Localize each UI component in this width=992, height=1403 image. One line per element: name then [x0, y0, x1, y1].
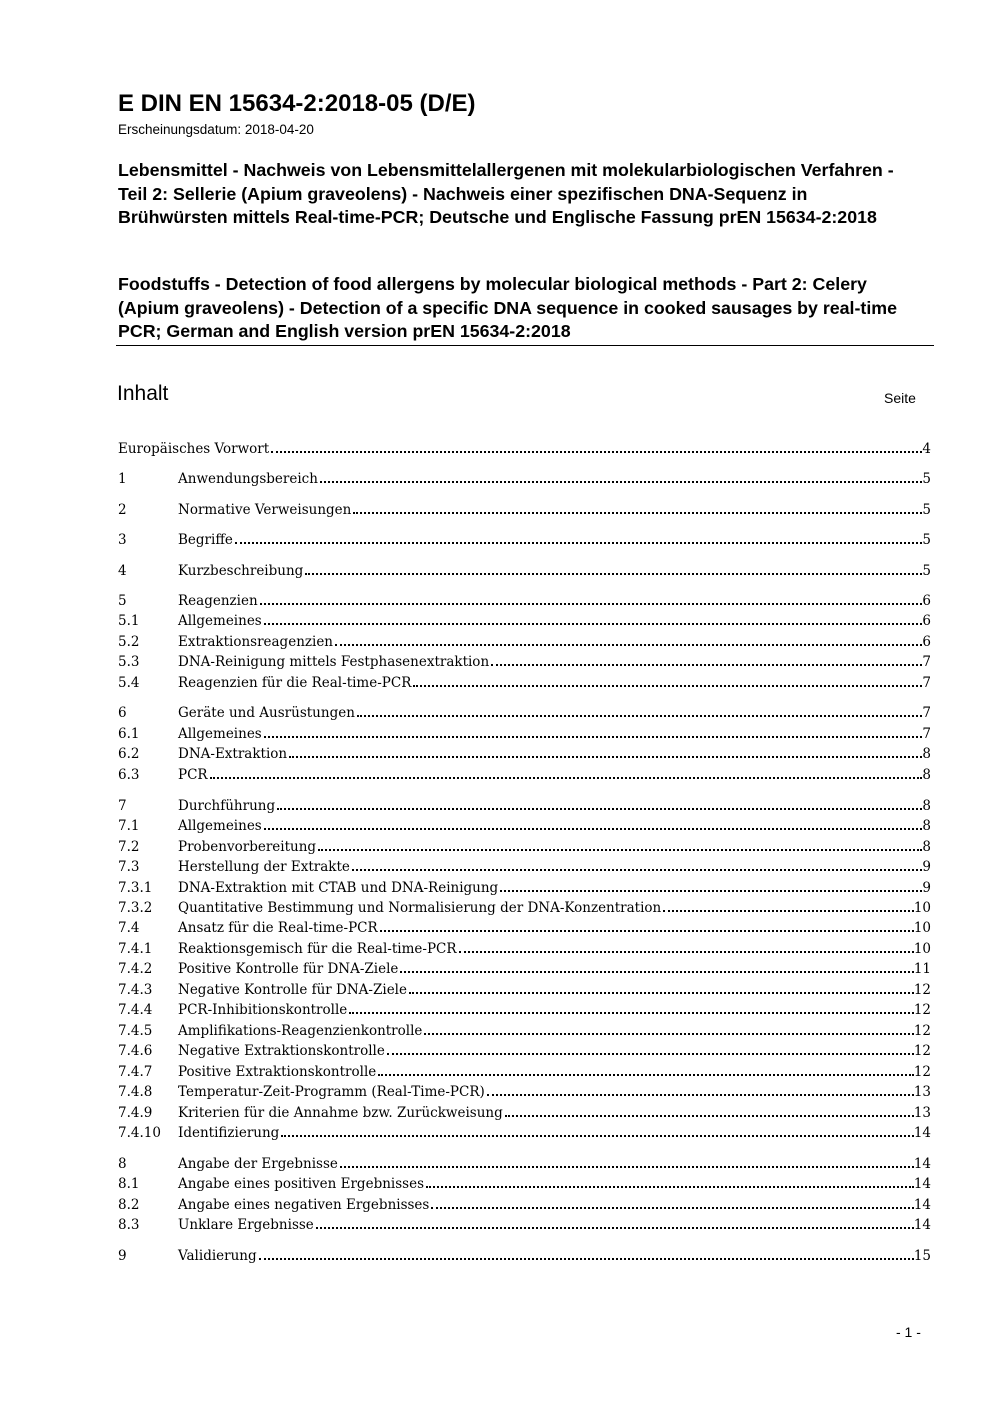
toc-entry-page: 12	[913, 1023, 931, 1039]
toc-entry-title: Kriterien für die Annahme bzw. Zurückweisung	[178, 1105, 503, 1121]
toc-entry-number: 7.1	[118, 818, 140, 834]
toc-entry[interactable]	[118, 920, 931, 940]
toc-entry-title: Reagenzien für die Real-time-PCR	[178, 675, 412, 691]
toc-entry-page: 14	[913, 1176, 931, 1192]
toc-entry-number: 8.1	[118, 1176, 140, 1192]
toc-entry-title: DNA-Extraktion mit CTAB und DNA-Reinigung	[178, 880, 499, 896]
toc-entry[interactable]	[118, 705, 931, 725]
toc-entry-page: 4	[922, 441, 931, 457]
toc-entry-page: 11	[913, 961, 931, 977]
toc-entry-title: Kurzbeschreibung	[178, 563, 304, 579]
toc-entry[interactable]	[118, 1043, 931, 1063]
toc-entry-page: 9	[922, 880, 931, 896]
toc-entry-number: 7.2	[118, 839, 140, 855]
toc-entry-number: 5	[118, 593, 127, 609]
toc-entry-page: 8	[922, 839, 931, 855]
toc-entry-page: 7	[922, 654, 931, 670]
toc-entry-number: 8	[118, 1156, 127, 1172]
toc-entry[interactable]	[118, 1002, 931, 1022]
document-id: E DIN EN 15634-2:2018-05 (D/E)	[118, 90, 476, 117]
toc-dot-leader	[459, 951, 914, 953]
toc-dot-leader	[357, 715, 923, 717]
toc-entry[interactable]	[118, 1023, 931, 1043]
toc-entry-number: 8.2	[118, 1197, 140, 1213]
toc-entry[interactable]	[118, 839, 931, 859]
toc-entry[interactable]	[118, 1197, 931, 1217]
toc-entry-title: PCR	[178, 767, 208, 783]
toc-entry-title: Allgemeines	[178, 726, 262, 742]
toc-entry-title: Europäisches Vorwort	[118, 441, 270, 457]
toc-entry-number: 6.2	[118, 746, 140, 762]
title-english: Foodstuffs - Detection of food allergens by molecular biological methods - Part 2: Celery (Apium graveolens) - Detection of a specific DNA sequence in cooked sausages by real-time PCR; German and English version prEN 15634-2:2018	[118, 274, 897, 341]
toc-entry-page: 8	[922, 818, 931, 834]
toc-entry-title: Temperatur-Zeit-Programm (Real-Time-PCR)	[178, 1084, 485, 1100]
toc-dot-leader	[413, 685, 922, 687]
toc-entry[interactable]	[118, 982, 931, 1002]
toc-entry-title: Durchführung	[178, 798, 276, 814]
toc-entry-page: 7	[922, 705, 931, 721]
toc-entry[interactable]	[118, 1156, 931, 1176]
toc-dot-leader	[281, 1135, 914, 1137]
toc-dot-leader	[320, 481, 922, 483]
toc-entry[interactable]	[118, 818, 931, 838]
toc-entry-page: 12	[913, 1043, 931, 1059]
toc-entry-title: Angabe eines negativen Ergebnisses	[178, 1197, 430, 1213]
toc-entry-page: 7	[922, 726, 931, 742]
toc-entry-page: 13	[913, 1105, 931, 1121]
toc-entry-page: 6	[922, 634, 931, 650]
toc-entry-number: 7.4.1	[118, 941, 153, 957]
toc-entry-title: Angabe der Ergebnisse	[178, 1156, 338, 1172]
toc-entry-title: PCR-Inhibitionskontrolle	[178, 1002, 348, 1018]
toc-entry-number: 6.1	[118, 726, 140, 742]
toc-dot-leader	[289, 756, 922, 758]
toc-entry[interactable]	[118, 502, 931, 522]
toc-entry-page: 12	[913, 1064, 931, 1080]
toc-dot-leader	[264, 623, 923, 625]
toc-entry-number: 6.3	[118, 767, 140, 783]
toc-dot-leader	[353, 512, 922, 514]
toc-entry-page: 8	[922, 767, 931, 783]
toc-dot-leader	[409, 992, 914, 994]
toc-entry-page: 15	[913, 1248, 931, 1264]
toc-entry-title: Allgemeines	[178, 613, 262, 629]
toc-entry[interactable]	[118, 1064, 931, 1084]
toc-entry-number: 7.3.1	[118, 880, 153, 896]
toc-entry[interactable]	[118, 1125, 931, 1145]
toc-entry-page: 13	[913, 1084, 931, 1100]
toc-entry-number: 7	[118, 798, 127, 814]
toc-dot-leader	[500, 890, 922, 892]
toc-entry-number: 8.3	[118, 1217, 140, 1233]
toc-dot-leader	[426, 1186, 914, 1188]
toc-entry-title: DNA-Extraktion	[178, 746, 288, 762]
toc-entry-title: Geräte und Ausrüstungen	[178, 705, 355, 721]
toc-entry-number: 7.4.4	[118, 1002, 153, 1018]
toc-entry[interactable]	[118, 654, 931, 674]
toc-entry-page: 6	[922, 613, 931, 629]
toc-entry[interactable]	[118, 1176, 931, 1196]
toc-entry-number: 7.4.3	[118, 982, 153, 998]
toc-dot-leader	[264, 736, 923, 738]
toc-entry-title: Ansatz für die Real-time-PCR	[178, 920, 378, 936]
issue-date: Erscheinungsdatum: 2018-04-20	[118, 122, 314, 137]
toc-entry-number: 5.1	[118, 613, 140, 629]
toc-entry-page: 5	[922, 471, 931, 487]
toc-entry-number: 9	[118, 1248, 127, 1264]
toc-entry-page: 14	[913, 1197, 931, 1213]
toc-entry-number: 5.3	[118, 654, 140, 670]
toc-dot-leader	[235, 542, 923, 544]
toc-entry-title: Reagenzien	[178, 593, 258, 609]
toc-entry[interactable]	[118, 941, 931, 961]
toc-entry-page: 10	[913, 920, 931, 936]
toc-entry-number: 1	[118, 471, 127, 487]
toc-entry[interactable]	[118, 471, 931, 491]
toc-entry[interactable]	[118, 1105, 931, 1125]
toc-dot-leader	[210, 777, 923, 779]
toc-entry-title: Reaktionsgemisch für die Real-time-PCR	[178, 941, 457, 957]
toc-entry-page: 9	[922, 859, 931, 875]
toc-entry[interactable]	[118, 880, 931, 900]
toc-entry[interactable]	[118, 634, 931, 654]
toc-entry-page: 10	[913, 941, 931, 957]
toc-entry-title: Unklare Ergebnisse	[178, 1217, 314, 1233]
toc-entry-title: Positive Kontrolle für DNA-Ziele	[178, 961, 399, 977]
toc-entry-number: 7.3	[118, 859, 140, 875]
toc-entry-number: 7.4.9	[118, 1105, 153, 1121]
toc-dot-leader	[378, 1074, 914, 1076]
toc-dot-leader	[335, 644, 922, 646]
toc-entry-title: Identifizierung	[178, 1125, 280, 1141]
toc-entry-number: 6	[118, 705, 127, 721]
toc-entry-number: 5.2	[118, 634, 140, 650]
toc-entry[interactable]	[118, 767, 931, 787]
toc-entry-title: DNA-Reinigung mittels Festphasenextraktion	[178, 654, 490, 670]
toc-entry-page: 14	[913, 1217, 931, 1233]
toc-entry-number: 7.4.8	[118, 1084, 153, 1100]
toc-entry-number: 7.4.6	[118, 1043, 153, 1059]
toc-dot-leader	[352, 869, 923, 871]
toc-dot-leader	[349, 1012, 914, 1014]
toc-entry[interactable]	[118, 441, 931, 461]
toc-entry-title: Begriffe	[178, 532, 233, 548]
toc-entry-number: 7.4.7	[118, 1064, 153, 1080]
toc-entry-title: Extraktionsreagenzien	[178, 634, 333, 650]
toc-entry-page: 12	[913, 982, 931, 998]
toc-entry-page: 14	[913, 1125, 931, 1141]
toc-entry[interactable]	[118, 675, 931, 695]
toc-entry-page: 6	[922, 593, 931, 609]
toc-entry-title: Quantitative Bestimmung und Normalisierung der DNA-Konzentration	[178, 900, 662, 916]
toc-dot-leader	[400, 971, 913, 973]
toc-dot-leader	[505, 1115, 914, 1117]
toc-entry-number: 7.4.2	[118, 961, 153, 977]
toc-dot-leader	[260, 603, 923, 605]
toc-entry-page: 14	[913, 1156, 931, 1172]
toc-entry-page: 5	[922, 532, 931, 548]
toc-entry-page: 10	[913, 900, 931, 916]
toc-entry-page: 8	[922, 798, 931, 814]
toc-entry-title: Negative Extraktionskontrolle	[178, 1043, 385, 1059]
toc-entry-page: 8	[922, 746, 931, 762]
toc-heading: Inhalt	[117, 382, 169, 405]
toc-dot-leader	[318, 849, 922, 851]
page-number: - 1 -	[896, 1324, 921, 1340]
toc-entry-page: 7	[922, 675, 931, 691]
toc-entry-title: Allgemeines	[178, 818, 262, 834]
toc-dot-leader	[271, 451, 922, 453]
toc-dot-leader	[380, 930, 914, 932]
toc-entry[interactable]	[118, 961, 931, 981]
toc-entry-number: 7.4.5	[118, 1023, 153, 1039]
toc-entry[interactable]	[118, 1248, 931, 1268]
toc-entry-title: Negative Kontrolle für DNA-Ziele	[178, 982, 407, 998]
toc-dot-leader	[340, 1166, 914, 1168]
toc-dot-leader	[305, 573, 922, 575]
toc-entry-title: Positive Extraktionskontrolle	[178, 1064, 377, 1080]
toc-entry[interactable]	[118, 613, 931, 633]
toc-entry[interactable]	[118, 726, 931, 746]
toc-dot-leader	[487, 1094, 914, 1096]
toc-entry[interactable]	[118, 1084, 931, 1104]
toc-entry[interactable]	[118, 532, 931, 552]
toc-entry-number: 7.4.10	[118, 1125, 161, 1141]
toc-dot-leader	[264, 828, 923, 830]
toc-entry-title: Probenvorbereitung	[178, 839, 317, 855]
toc-entry-number: 7.4	[118, 920, 140, 936]
toc-entry-title: Validierung	[178, 1248, 257, 1264]
toc-entry[interactable]	[118, 563, 931, 583]
toc-entry-number: 7.3.2	[118, 900, 153, 916]
toc-entry[interactable]	[118, 798, 931, 818]
toc-dot-leader	[387, 1053, 914, 1055]
toc-entry-title: Angabe eines positiven Ergebnisses	[178, 1176, 424, 1192]
toc-dot-leader	[259, 1258, 914, 1260]
toc-dot-leader	[316, 1227, 914, 1229]
title-divider	[116, 345, 934, 346]
toc-page-column-heading: Seite	[884, 390, 916, 406]
toc-dot-leader	[431, 1207, 913, 1209]
toc-entry-page: 12	[913, 1002, 931, 1018]
toc-dot-leader	[491, 664, 922, 666]
toc-entry-title: Herstellung der Extrakte	[178, 859, 350, 875]
toc-entry[interactable]	[118, 900, 931, 920]
toc-entry-page: 5	[922, 563, 931, 579]
toc-entry-number: 4	[118, 563, 127, 579]
toc-entry-number: 3	[118, 532, 127, 548]
toc-dot-leader	[424, 1033, 913, 1035]
toc-entry[interactable]	[118, 593, 931, 613]
toc-entry[interactable]	[118, 746, 931, 766]
toc-entry-number: 5.4	[118, 675, 140, 691]
toc-entry[interactable]	[118, 859, 931, 879]
toc-dot-leader	[277, 808, 922, 810]
toc-entry-title: Anwendungsbereich	[178, 471, 318, 487]
toc-entry-page: 5	[922, 502, 931, 518]
toc-entry[interactable]	[118, 1217, 931, 1237]
toc-dot-leader	[663, 910, 914, 912]
toc-entry-title: Normative Verweisungen	[178, 502, 352, 518]
toc-entry-title: Amplifikations-Reagenzienkontrolle	[178, 1023, 423, 1039]
title-german: Lebensmittel - Nachweis von Lebensmittelallergenen mit molekularbiologischen Verfahren - Teil 2: Sellerie (Apium graveolens) - Nachweis einer spezifischen DNA-Sequenz in Brühwürsten mittels Real-time-PCR; Deutsche und Englische Fassung prEN 15634-2:2018	[118, 160, 894, 227]
toc-entry-number: 2	[118, 502, 127, 518]
